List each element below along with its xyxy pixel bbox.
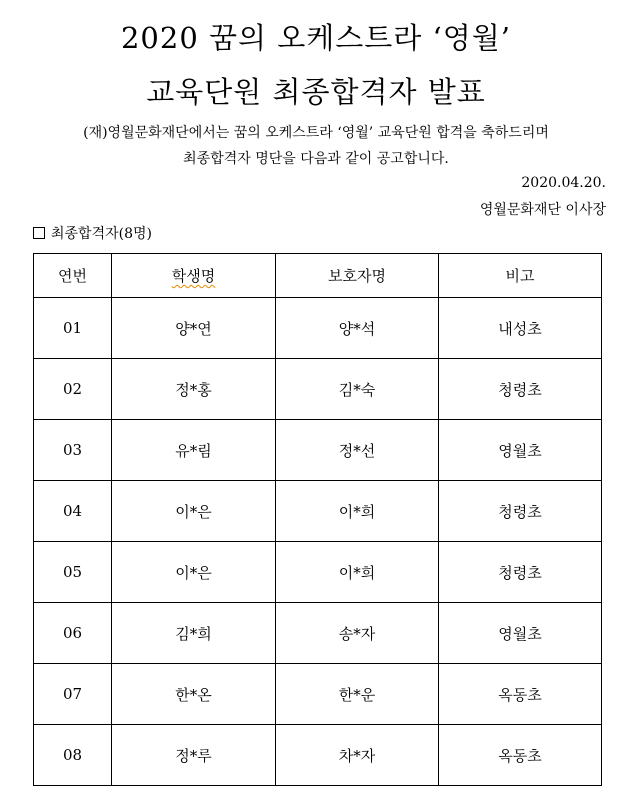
cell-guardian: 이*희 bbox=[276, 481, 439, 542]
cell-student: 이*은 bbox=[112, 542, 276, 603]
table-row bbox=[34, 481, 602, 542]
cell-number: 02 bbox=[34, 359, 112, 420]
table-row bbox=[34, 298, 602, 359]
cell-school: 청령초 bbox=[439, 542, 602, 603]
table-row bbox=[34, 542, 602, 603]
cell-school: 영월초 bbox=[439, 603, 602, 664]
cell-school: 내성초 bbox=[439, 298, 602, 359]
title-line-2: 교육단원 최종합격자 발표 bbox=[146, 75, 486, 109]
header-note: 비고 bbox=[439, 254, 602, 298]
intro-line-1: (재)영월문화재단에서는 꿈의 오케스트라 ‘영월’ 교육단원 합격을 축하드리며 bbox=[83, 125, 549, 141]
table-row bbox=[34, 603, 602, 664]
intro-line-2: 최종합격자 명단을 다음과 같이 공고합니다. bbox=[183, 151, 449, 167]
table-row bbox=[34, 664, 602, 725]
cell-guardian: 이*희 bbox=[276, 542, 439, 603]
cell-school: 청령초 bbox=[439, 359, 602, 420]
table-row bbox=[34, 359, 602, 420]
cell-guardian: 한*운 bbox=[276, 664, 439, 725]
cell-student: 정*홍 bbox=[112, 359, 276, 420]
header-student-label: 학생명 bbox=[171, 267, 216, 285]
title-line-1: 2020 꿈의 오케스트라 ‘영월’ bbox=[120, 21, 512, 55]
announcement-date: 2020.04.20. bbox=[521, 175, 606, 191]
cell-number: 06 bbox=[34, 603, 112, 664]
cell-student: 이*은 bbox=[112, 481, 276, 542]
cell-number: 03 bbox=[34, 420, 112, 481]
cell-school: 청령초 bbox=[439, 481, 602, 542]
header-guardian: 보호자명 bbox=[276, 254, 439, 298]
cell-student: 한*온 bbox=[112, 664, 276, 725]
cell-number: 05 bbox=[34, 542, 112, 603]
checkbox-square-icon bbox=[33, 227, 45, 239]
cell-student: 양*연 bbox=[112, 298, 276, 359]
cell-number: 01 bbox=[34, 298, 112, 359]
results-table bbox=[33, 253, 602, 786]
cell-school: 옥동초 bbox=[439, 725, 602, 786]
header-student bbox=[112, 254, 276, 298]
section-heading bbox=[33, 223, 152, 243]
cell-school: 영월초 bbox=[439, 420, 602, 481]
cell-school: 옥동초 bbox=[439, 664, 602, 725]
issuer: 영월문화재단 이사장 bbox=[479, 202, 606, 218]
cell-guardian: 차*자 bbox=[276, 725, 439, 786]
header-number: 연번 bbox=[34, 254, 112, 298]
cell-number: 04 bbox=[34, 481, 112, 542]
section-label: 최종합격자(8명) bbox=[51, 226, 152, 242]
cell-guardian: 송*자 bbox=[276, 603, 439, 664]
cell-guardian: 김*숙 bbox=[276, 359, 439, 420]
cell-number: 08 bbox=[34, 725, 112, 786]
table-row bbox=[34, 420, 602, 481]
cell-guardian: 정*선 bbox=[276, 420, 439, 481]
cell-student: 유*림 bbox=[112, 420, 276, 481]
cell-student: 정*루 bbox=[112, 725, 276, 786]
table-header-row bbox=[34, 254, 602, 298]
cell-student: 김*희 bbox=[112, 603, 276, 664]
table-row bbox=[34, 725, 602, 786]
cell-number: 07 bbox=[34, 664, 112, 725]
cell-guardian: 양*석 bbox=[276, 298, 439, 359]
